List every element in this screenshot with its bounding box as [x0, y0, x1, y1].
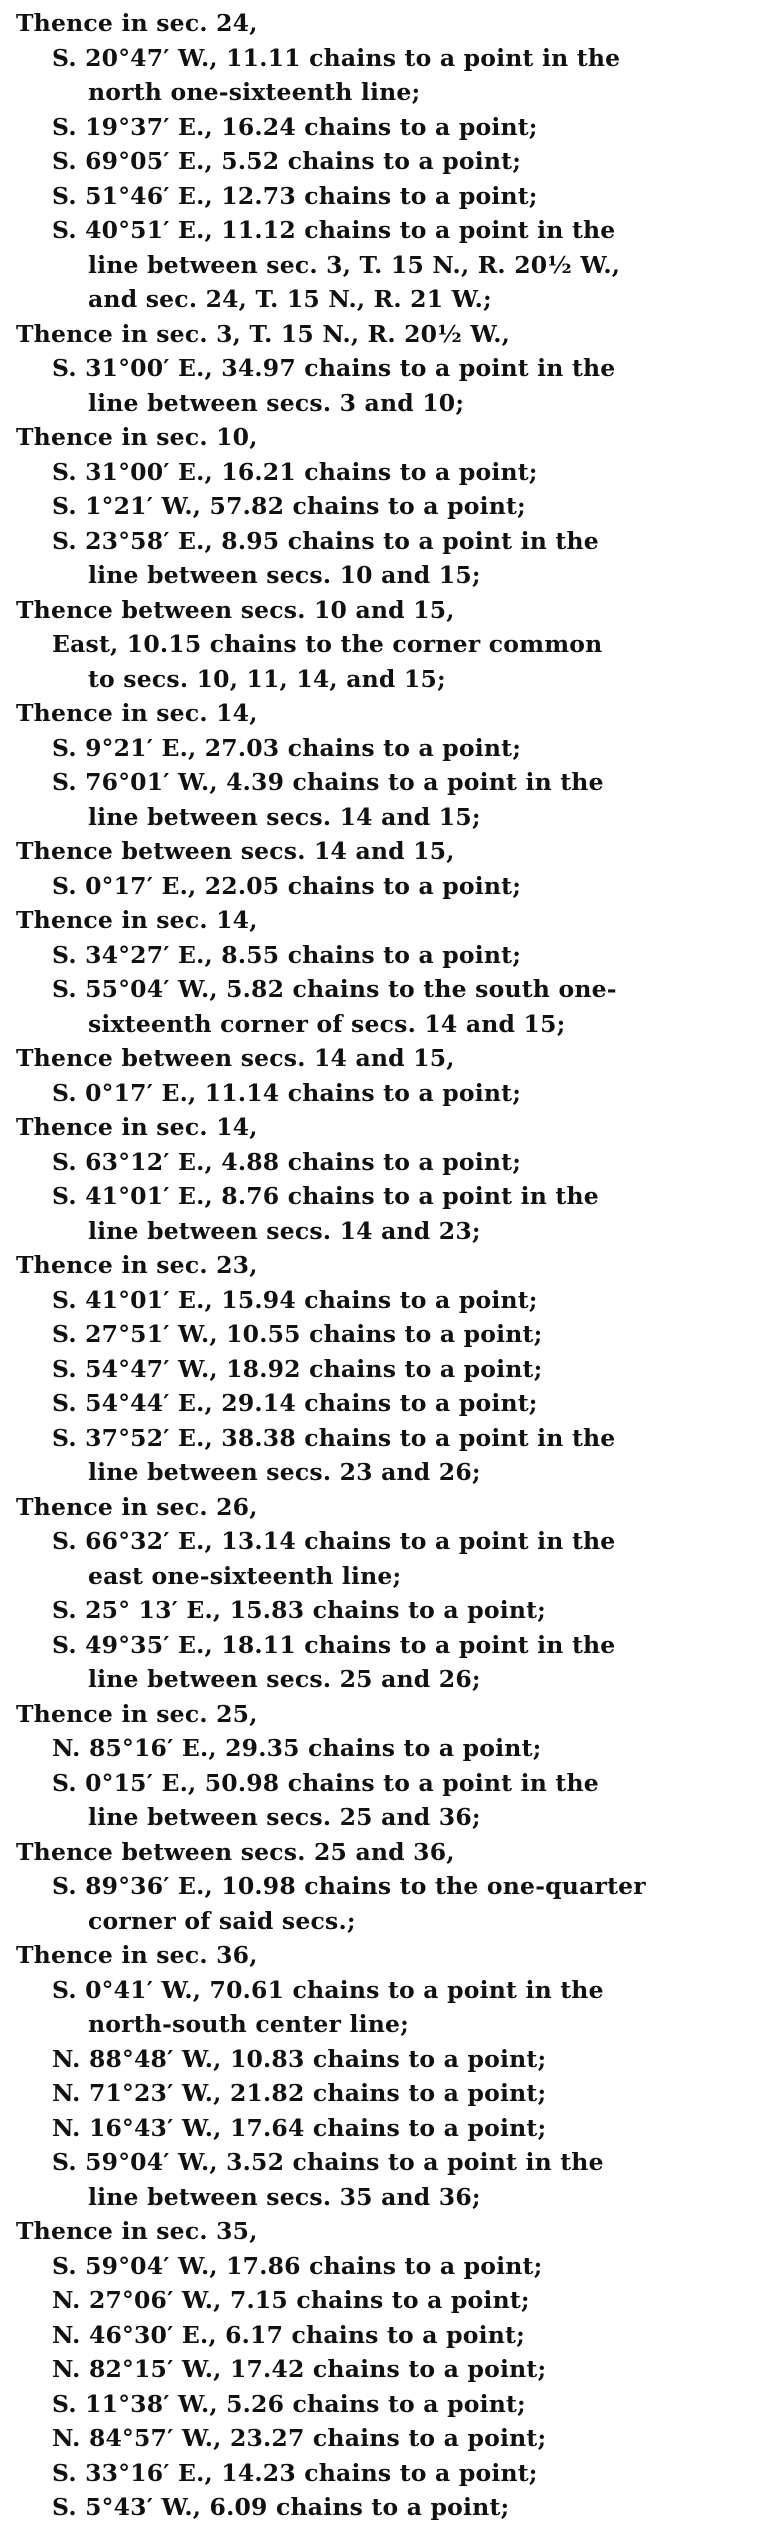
- thence-heading-line: Thence in sec. 35,: [16, 2217, 258, 2245]
- continuation-line: line between secs. 25 and 26;: [88, 1665, 481, 1693]
- thence-heading-line: Thence between secs. 14 and 15,: [16, 837, 455, 865]
- bearing-line: N. 46°30′ E., 6.17 chains to a point;: [52, 2320, 525, 2349]
- continuation-line: north one-sixteenth line;: [88, 78, 421, 106]
- bearing-line: S. 54°47′ W., 18.92 chains to a point;: [52, 1354, 543, 1383]
- bearing-line: S. 1°21′ W., 57.82 chains to a point;: [52, 492, 526, 520]
- bearing-line: S. 59°04′ W., 3.52 chains to a point in the: [52, 2148, 604, 2176]
- bearing-line: S. 76°01′ W., 4.39 chains to a point in the: [52, 768, 604, 796]
- bearing-line: S. 59°04′ W., 17.86 chains to a point;: [52, 2251, 543, 2280]
- continuation-line: line between secs. 23 and 26;: [88, 1458, 481, 1486]
- continuation-line: corner of said secs.;: [88, 1906, 356, 1935]
- continuation-line: line between secs. 14 and 15;: [88, 802, 481, 831]
- bearing-line: N. 85°16′ E., 29.35 chains to a point;: [52, 1734, 542, 1762]
- bearing-line: S. 0°41′ W., 70.61 chains to a point in the: [52, 1975, 604, 2004]
- bearing-line: S. 41°01′ E., 15.94 chains to a point;: [52, 1285, 538, 1314]
- bearing-line: S. 0°17′ E., 22.05 chains to a point;: [52, 871, 522, 900]
- thence-heading-line: Thence in sec. 14,: [16, 699, 258, 727]
- bearing-line: S. 55°04′ W., 5.82 chains to the south one-: [52, 975, 617, 1003]
- bearing-line: N. 71°23′ W., 21.82 chains to a point;: [52, 2079, 547, 2107]
- continuation-line: sixteenth corner of secs. 14 and 15;: [88, 1009, 566, 1038]
- continuation-line: line between secs. 3 and 10;: [88, 388, 465, 417]
- bearing-line: S. 5°43′ W., 6.09 chains to a point;: [52, 2493, 510, 2521]
- bearing-line: S. 0°17′ E., 11.14 chains to a point;: [52, 1078, 522, 1107]
- thence-heading-line: Thence in sec. 36,: [16, 1941, 258, 1969]
- bearing-line: S. 31°00′ E., 34.97 chains to a point in the: [52, 354, 616, 382]
- bearing-line: S. 31°00′ E., 16.21 chains to a point;: [52, 457, 538, 486]
- bearing-line: S. 0°15′ E., 50.98 chains to a point in the: [52, 1768, 599, 1797]
- bearing-line: N. 27°06′ W., 7.15 chains to a point;: [52, 2286, 530, 2314]
- continuation-line: and sec. 24, T. 15 N., R. 21 W.;: [88, 285, 492, 313]
- bearing-line: S. 33°16′ E., 14.23 chains to a point;: [52, 2458, 538, 2487]
- thence-heading-line: Thence between secs. 14 and 15,: [16, 1044, 455, 1072]
- bearing-line: N. 16°43′ W., 17.64 chains to a point;: [52, 2113, 547, 2142]
- thence-heading-line: Thence in sec. 23,: [16, 1251, 258, 1279]
- continuation-line: line between secs. 14 and 23;: [88, 1216, 481, 1245]
- bearing-line: S. 11°38′ W., 5.26 chains to a point;: [52, 2389, 526, 2418]
- continuation-line: line between secs. 35 and 36;: [88, 2182, 481, 2211]
- thence-heading-line: Thence in sec. 26,: [16, 1492, 258, 1521]
- continuation-line: line between sec. 3, T. 15 N., R. 20½ W.,: [88, 250, 621, 279]
- bearing-line: S. 63°12′ E., 4.88 chains to a point;: [52, 1147, 522, 1176]
- bearing-line: N. 82°15′ W., 17.42 chains to a point;: [52, 2355, 547, 2383]
- bearing-line: S. 25° 13′ E., 15.83 chains to a point;: [52, 1596, 547, 1624]
- thence-heading-line: Thence between secs. 25 and 36,: [16, 1837, 455, 1866]
- bearing-line: S. 51°46′ E., 12.73 chains to a point;: [52, 181, 538, 210]
- bearing-line: S. 89°36′ E., 10.98 chains to the one-quarter: [52, 1872, 646, 1900]
- bearing-line: S. 34°27′ E., 8.55 chains to a point;: [52, 940, 522, 969]
- bearing-line: S. 69°05′ E., 5.52 chains to a point;: [52, 147, 522, 175]
- thence-heading-line: Thence in sec. 25,: [16, 1699, 258, 1728]
- bearing-line: S. 20°47′ W., 11.11 chains to a point in the: [52, 43, 621, 72]
- bearing-line: S. 49°35′ E., 18.11 chains to a point in the: [52, 1630, 616, 1659]
- bearing-line: S. 37°52′ E., 38.38 chains to a point in the: [52, 1423, 616, 1452]
- bearing-line: N. 88°48′ W., 10.83 chains to a point;: [52, 2044, 547, 2073]
- bearing-line: S. 9°21′ E., 27.03 chains to a point;: [52, 733, 522, 762]
- continuation-line: east one-sixteenth line;: [88, 1561, 402, 1590]
- continuation-line: to secs. 10, 11, 14, and 15;: [88, 664, 446, 693]
- thence-heading-line: Thence in sec. 14,: [16, 1113, 258, 1141]
- thence-heading-line: Thence in sec. 14,: [16, 906, 258, 934]
- bearing-line: S. 23°58′ E., 8.95 chains to a point in the: [52, 526, 599, 555]
- thence-heading-line: Thence between secs. 10 and 15,: [16, 595, 455, 624]
- thence-heading-line: Thence in sec. 10,: [16, 423, 258, 451]
- thence-heading-line: Thence in sec. 3, T. 15 N., R. 20½ W.,: [16, 319, 511, 348]
- bearing-line: N. 84°57′ W., 23.27 chains to a point;: [52, 2424, 547, 2452]
- bearing-line: S. 27°51′ W., 10.55 chains to a point;: [52, 1320, 543, 1348]
- bearing-line: S. 41°01′ E., 8.76 chains to a point in the: [52, 1182, 599, 1210]
- bearing-line: S. 40°51′ E., 11.12 chains to a point in the: [52, 216, 616, 244]
- bearing-line: S. 54°44′ E., 29.14 chains to a point;: [52, 1389, 538, 1417]
- bearing-line: S. 19°37′ E., 16.24 chains to a point;: [52, 112, 538, 141]
- continuation-line: line between secs. 25 and 36;: [88, 1803, 481, 1831]
- continuation-line: line between secs. 10 and 15;: [88, 561, 481, 589]
- bearing-line: East, 10.15 chains to the corner common: [52, 630, 603, 658]
- thence-heading-line: Thence in sec. 24,: [16, 9, 258, 37]
- continuation-line: north-south center line;: [88, 2010, 410, 2038]
- bearing-line: S. 66°32′ E., 13.14 chains to a point in the: [52, 1527, 616, 1555]
